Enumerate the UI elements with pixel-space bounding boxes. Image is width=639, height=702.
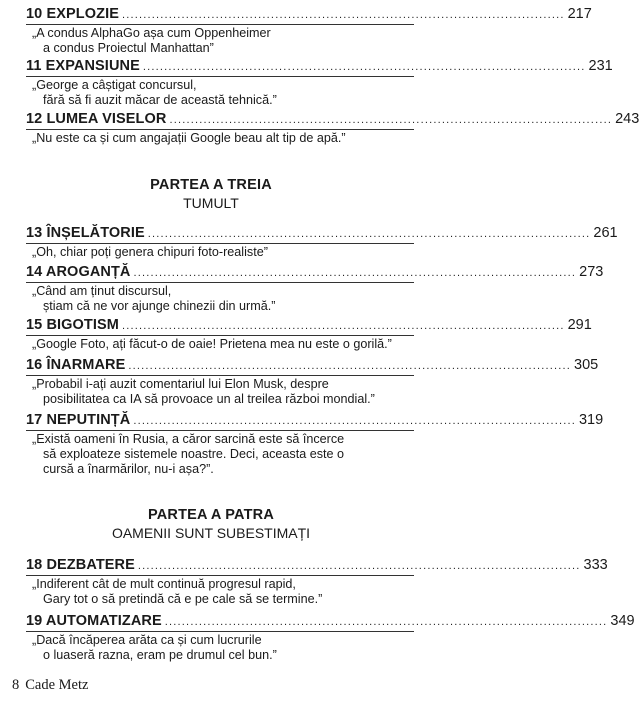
quote-line: „Google Foto, ați făcut-o de oaie! Prietena mea nu este o gorilă.” bbox=[32, 337, 392, 351]
chapter-quote bbox=[26, 432, 414, 477]
quote-line: „Dacă încăperea arăta ca și cum lucrurile bbox=[32, 633, 262, 647]
quote-line: fără să fi auzit măcar de această tehnică.” bbox=[43, 93, 277, 107]
part-subtitle: OAMENII SUNT SUBESTIMAȚI bbox=[111, 525, 311, 541]
chapter-quote bbox=[26, 337, 414, 352]
leader-dots: ........................................................................................................ bbox=[121, 9, 565, 21]
chapter-rule bbox=[26, 76, 414, 77]
toc-entry bbox=[26, 357, 599, 407]
leader-dots: ........................................................................................................ bbox=[128, 360, 572, 372]
quote-line: „George a câștigat concursul, bbox=[32, 78, 197, 92]
chapter-page: 273 bbox=[579, 264, 604, 280]
chapter-title: 19 AUTOMATIZARE bbox=[26, 613, 162, 629]
quote-line: cursă a înarmărilor, nu-i așa?”. bbox=[43, 462, 214, 476]
chapter-title: 16 ÎNARMARE bbox=[26, 357, 126, 373]
chapter-quote bbox=[26, 245, 414, 260]
part-title: PARTEA A PATRA bbox=[147, 507, 275, 523]
part-subtitle: TUMULT bbox=[183, 195, 239, 211]
toc-entry bbox=[26, 6, 592, 56]
chapter-rule bbox=[26, 631, 414, 632]
chapter-title: 14 AROGANȚĂ bbox=[26, 264, 131, 280]
chapter-title: 18 DEZBATERE bbox=[26, 557, 135, 573]
quote-line: o luaseră razna, eram pe drumul cel bun.” bbox=[43, 648, 277, 662]
leader-dots: ........................................................................................................ bbox=[164, 616, 608, 628]
quote-line: știam că ne vor ajunge chinezii din urmă.” bbox=[43, 299, 276, 313]
chapter-title: 13 ÎNȘELĂTORIE bbox=[26, 225, 145, 241]
chapter-quote bbox=[26, 377, 414, 407]
leader-dots: ........................................................................................................ bbox=[133, 415, 576, 427]
part-heading bbox=[0, 176, 422, 212]
quote-line: „Când am ținut discursul, bbox=[32, 284, 172, 298]
leader-dots: ........................................................................................................ bbox=[133, 267, 577, 279]
chapter-title: 12 LUMEA VISELOR bbox=[26, 111, 167, 127]
running-author: Cade Metz bbox=[25, 677, 89, 693]
chapter-title: 10 EXPLOZIE bbox=[26, 6, 119, 22]
chapter-quote bbox=[26, 131, 414, 146]
toc-entry bbox=[26, 111, 639, 146]
chapter-title: 15 BIGOTISM bbox=[26, 317, 119, 333]
toc-entry bbox=[26, 412, 604, 477]
toc-entry bbox=[26, 613, 635, 663]
quote-line: a condus Proiectul Manhattan” bbox=[43, 41, 214, 55]
toc-entry bbox=[26, 317, 592, 352]
chapter-rule bbox=[26, 282, 414, 283]
quote-line: „Probabil i-ați auzit comentariul lui Elon Musk, despre bbox=[32, 377, 329, 391]
quote-line: „Există oameni în Rusia, a căror sarcină este să încerce bbox=[32, 432, 345, 446]
chapter-page: 305 bbox=[574, 357, 599, 373]
leader-dots: ........................................................................................................ bbox=[169, 114, 613, 126]
quote-line: posibilitatea ca IA să provoace un al treilea război mondial.” bbox=[43, 392, 375, 406]
chapter-page: 349 bbox=[610, 613, 635, 629]
chapter-quote bbox=[26, 284, 414, 314]
toc-entry bbox=[26, 58, 613, 108]
chapter-rule bbox=[26, 375, 414, 376]
quote-line: „Indiferent cât de mult continuă progresul rapid, bbox=[32, 577, 296, 591]
quote-line: să exploateze sistemele noastre. Deci, aceasta este o bbox=[43, 447, 345, 461]
page-footer bbox=[12, 677, 94, 694]
chapter-title: 17 NEPUTINȚĂ bbox=[26, 412, 131, 428]
chapter-rule bbox=[26, 129, 414, 130]
chapter-quote bbox=[26, 26, 414, 56]
chapter-page: 217 bbox=[567, 6, 592, 22]
quote-line: Gary tot o să pretindă că e pe cale să se termine.” bbox=[43, 592, 323, 606]
chapter-quote bbox=[26, 633, 414, 663]
chapter-page: 333 bbox=[583, 557, 608, 573]
chapter-page: 243 bbox=[615, 111, 639, 127]
chapter-page: 231 bbox=[588, 58, 613, 74]
quote-line: „A condus AlphaGo așa cum Oppenheimer bbox=[32, 26, 271, 40]
part-title: PARTEA A TREIA bbox=[150, 177, 272, 193]
chapter-page: 291 bbox=[567, 317, 592, 333]
quote-line: „Oh, chiar poți genera chipuri foto-realiste” bbox=[32, 245, 268, 259]
toc-entry bbox=[26, 264, 604, 314]
part-heading bbox=[0, 506, 422, 542]
leader-dots: ........................................................................................................ bbox=[142, 61, 586, 73]
chapter-page: 319 bbox=[578, 412, 604, 428]
quote-line: „Nu este ca și cum angajații Google beau alt tip de apă.” bbox=[32, 131, 346, 145]
leader-dots: ........................................................................................................ bbox=[147, 228, 591, 240]
chapter-page: 261 bbox=[593, 225, 618, 241]
chapter-quote bbox=[26, 577, 414, 607]
leader-dots: ........................................................................................................ bbox=[121, 320, 565, 332]
chapter-rule bbox=[26, 430, 414, 431]
toc-entry bbox=[26, 225, 618, 260]
leader-dots: ........................................................................................................ bbox=[137, 560, 581, 572]
page-number: 8 bbox=[12, 677, 20, 693]
chapter-quote bbox=[26, 78, 414, 108]
chapter-rule bbox=[26, 243, 414, 244]
toc-entry bbox=[26, 557, 608, 607]
chapter-rule bbox=[26, 24, 414, 25]
chapter-rule bbox=[26, 575, 414, 576]
chapter-title: 11 EXPANSIUNE bbox=[26, 58, 140, 74]
chapter-rule bbox=[26, 335, 414, 336]
